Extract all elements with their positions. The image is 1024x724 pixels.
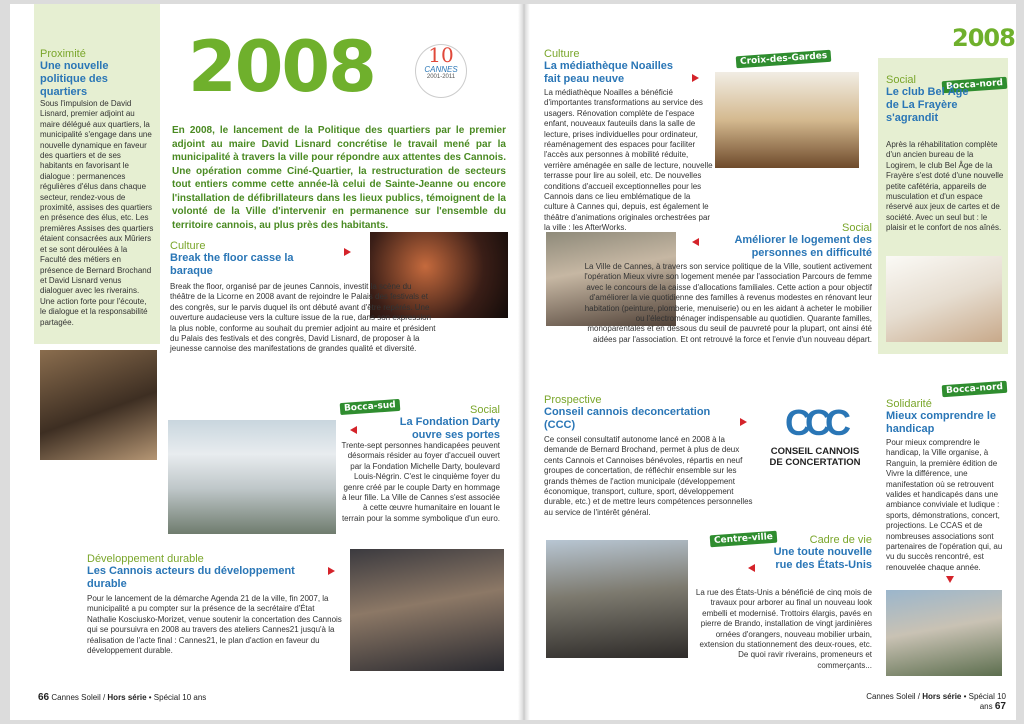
culture-body: Break the floor, organisé par de jeunes Cannois, investit la scène du théâtre de la Licorne en 2008 avant de rejoindre le Palais des festivals et des congrès, sur le parvis duquel ils ont débuté avant d'être repérés. Une ouverture audacieuse vers la culture issue de la rue, dans son expression la plus noble, conforme au souhait du premier adjoint au maire et président du Palais des festivals et des congrès, David Lisnard, de proposer à la jeunesse cannoise des manifestations de grandes qualité et diversité. (170, 282, 436, 354)
year-heading: 2008 (188, 26, 375, 108)
solidarite-kicker: Solidarité (886, 398, 932, 410)
social-body: Trente-sept personnes handicapées peuvent désormais résider au foyer d'accueil ouvert par la Fondation Michelle Darty, boulevard Louis-Négrin. C'est le cinquième foyer du genre créé par le couple Darty en hommage à leur fille. La Ville de Cannes s'est associée à cette œuvre humanitaire en louant le terrain pour la somme symbolique d'un euro. (341, 441, 500, 523)
ccc-text-2: DE CONCERTATION (769, 457, 861, 468)
social-club-title: Le club Bel Âge de La Frayère s'agrandit (886, 86, 969, 124)
arrow-left-icon (350, 426, 357, 434)
cadre-title: Une toute nouvelle rue des États-Unis (773, 546, 872, 571)
bocca-sud-tag: Bocca-sud (340, 399, 400, 415)
solidarite-body: Pour mieux comprendre le handicap, la Ville organise, à Ranguin, la première édition de Vivre la différence, une manifestation où se retrouvent valides et handicapés dans une ambiance conviviale et ludique : sports, démonstrations, concert, projections. Le CCAS et de nombreuses associations sont partenaires de l'opération qui, au vu du succès rencontré, est renouvelée chaque année. (886, 438, 1003, 572)
intro-paragraph: En 2008, le lancement de la Politique des quartiers par le premier adjoint au maire David Lisnard concrétise le travail mené par la municipalité à travers la ville pour répondre aux attentes des Cannois. Une opération comme Ciné-Quartier, la restructuration de secteurs tout entiers comme cette année-là celui de Sainte-Jeanne ou encore l'installation de défibrillateurs dans les lieux publics, témoignent de la volonté de la Ville d'intervenir en permanence sur l'ensemble du territoire cannois, au plus près des habitants. (172, 125, 506, 231)
social-club-body: Après la réhabilitation complète d'un ancien bureau de la Logirem, le club Bel Âge de la Frayère s'est doté d'une nouvelle petite cafétéria, appareils de musculation et d'un espace réservé aux jeux de cartes et de société. Avec un seul but : le plaisir et le confort de nos aînés. (886, 140, 1004, 233)
ccc-letters: CCC (785, 402, 845, 443)
right-footer-special: Spécial 10 ans (968, 692, 1006, 711)
prospective-kicker: Prospective (544, 394, 602, 406)
social-club-kicker: Social (886, 74, 916, 86)
page-gutter (518, 4, 530, 720)
culture-title: Break the floor casse la baraque (170, 252, 294, 277)
left-footer: 66 Cannes Soleil / Hors série • Spécial 10 ans (38, 692, 207, 703)
social-kicker: Social (470, 404, 500, 416)
arrow-right-icon (740, 418, 747, 426)
arrow-right-icon (328, 567, 335, 575)
ccc-text-1: CONSEIL CANNOIS (770, 446, 860, 457)
culture-kicker: Culture (170, 240, 206, 252)
left-page-number: 66 (38, 692, 50, 703)
handicap-photo (886, 590, 1002, 676)
developpement-body: Pour le lancement de la démarche Agenda 21 de la ville, fin 2007, la municipalité a pu compter sur la présence de la secrétaire d'État Nathalie Kosciusko-Morizet, venue soutenir la concertation des Cannois qui se poursuivra en 2008 au travers des ateliers Cannes21 jusqu'à la réalisation de l'acte final : Cannes21, le plan d'action en faveur du développement durable. (87, 594, 342, 656)
croix-des-gardes-tag-wrap (736, 48, 831, 66)
magazine-spread (10, 4, 1016, 720)
logo-brand: CANNES (424, 65, 458, 74)
prospective-body: Ce conseil consultatif autonome lancé en 2008 à la demande de Bernard Brochand, permet à plus de deux cents Cannois et Cannoises bénévoles, répartis en neuf groupes de concertation, de réfléchir ensemble sur les grands thèmes de l'action municipale (développement économique, transport, culture, sport, développement durable, etc.) et de mettre leurs compétences personnelles au service de l'intérêt général. (544, 435, 753, 517)
year-heading-right: 2008 (952, 24, 1015, 52)
bocca-nord-tag-2: Bocca-nord (942, 381, 1008, 398)
agenda21-photo (350, 549, 504, 671)
right-page-number: 67 (994, 701, 1006, 712)
arrow-down-icon (946, 576, 954, 583)
cadre-body: La rue des États-Unis a bénéficié de cinq mois de travaux pour arborer au final un nouveau look embelli et modernisé. Trottoirs élargis, pavés en pierre de Brando, installation de vingt jardinières ornées d'orangers, nouveau mobilier urbain, extension du stationnement des deux-roues, etc. De quoi ravir riverains, promeneurs et commerçants... (695, 588, 872, 670)
mediatheque-kicker: Culture (544, 48, 580, 60)
solidarite-title: Mieux comprendre le handicap (886, 410, 997, 435)
social-title: La Fondation Darty ouvre ses portes (399, 416, 500, 441)
arrow-right-icon (692, 74, 699, 82)
logement-body: La Ville de Cannes, à travers son service politique de la Ville, soutient activement l'opération Mieux vivre son logement menée par l'association Parcours de femme avec le concours de la caisse d'allocations familiales. Cette action a pour objectif d'améliorer la vie quotidienne des familles à revenus modestes en rénovant leur habitation (peinture, plomberie, menuiserie) ou en les aidant à acheter le mobilier ou l'électroménager indispensable au quotidien. Quarante familles, monoparentales et en dessous du seuil de pauvreté pour la plupart, ont ainsi été aidées par l'association. Et ont retrouvé la force et l'envie d'un nouveau départ. (584, 262, 872, 344)
proximite-kicker: Proximité (40, 48, 86, 60)
assises-photo (40, 350, 157, 460)
logo-years: 2001-2011 (426, 74, 456, 80)
ccc-logo (762, 400, 868, 490)
croix-des-gardes-tag: Croix-des-Gardes (736, 50, 832, 69)
arrow-right-icon (344, 248, 351, 256)
club-bel-age-photo (886, 256, 1002, 342)
left-footer-special: Spécial 10 ans (153, 693, 207, 702)
right-footer: Cannes Soleil / Hors série • Spécial 10 ans 67 (866, 692, 1006, 712)
right-footer-brand: Cannes Soleil (866, 692, 916, 701)
right-footer-issue: Hors série (922, 692, 962, 701)
developpement-kicker: Développement durable (87, 553, 204, 565)
rue-etats-unis-photo (546, 540, 688, 658)
developpement-title: Les Cannois acteurs du développement durable (87, 565, 295, 590)
mediatheque-title: La médiathèque Noailles fait peau neuve (544, 60, 673, 85)
anniversary-logo (415, 44, 467, 98)
bocca-nord-tag: Bocca-nord (942, 77, 1008, 94)
proximite-title: Une nouvelle politique des quartiers (40, 60, 109, 98)
cadre-kicker: Cadre de vie (809, 534, 872, 546)
proximite-body: Sous l'impulsion de David Lisnard, premier adjoint au maire délégué aux quartiers, la municipalité s'engage dans une nouvelle dynamique en faveur des quartiers et de ses habitants en favorisant le dialogue : permanences régulières d'élus dans chaque secteur, rendez-vous de proximité, assises des quartiers en présence des élus, etc. Les premières Assises des quartiers étaient consacrées aux Mûriers et se sont déroulées à la Faculté des métiers en présence de Bernard Brochand et David Lisnard venus dialoguer avec les riverains. Une action forte pour l'écoute, le dialogue et la responsabilité partagée. (40, 99, 154, 327)
centre-ville-tag-wrap (710, 528, 777, 546)
mediatheque-photo (715, 72, 859, 168)
logement-kicker: Social (842, 222, 872, 234)
left-footer-brand: Cannes Soleil (51, 693, 101, 702)
logo-number: 10 (428, 43, 454, 67)
bocca-nord-tag-2-wrap (942, 378, 1007, 396)
centre-ville-tag: Centre-ville (710, 531, 778, 548)
arrow-left-icon (748, 564, 755, 572)
arrow-left-icon (692, 238, 699, 246)
mediatheque-body: La médiathèque Noailles a bénéficié d'importantes transformations au service des usagers. Rénovation complète de l'espace enfant, nouveaux fauteuils dans la salle de lecture, prises individuelles pour ordinateur, réaménagement des espaces pour faciliter l'accès aux personnes à mobilité réduite, verrière aménagée en salle de lecture, nouvelle terrasse pour lire au soleil, etc. De nouvelles conditions d'accueil exceptionnelles pour les Cannois dans ce lieu emblématique de la culture à Cannes qui, depuis, est également le théâtre d'animations originales orchestrées par la ville : les AfterWorks. (544, 88, 713, 233)
left-footer-issue: Hors série (107, 693, 147, 702)
logement-title: Améliorer le logement des personnes en difficulté (734, 234, 872, 259)
fondation-darty-photo (168, 420, 336, 534)
prospective-title: Conseil cannois deconcertation (CCC) (544, 406, 711, 431)
